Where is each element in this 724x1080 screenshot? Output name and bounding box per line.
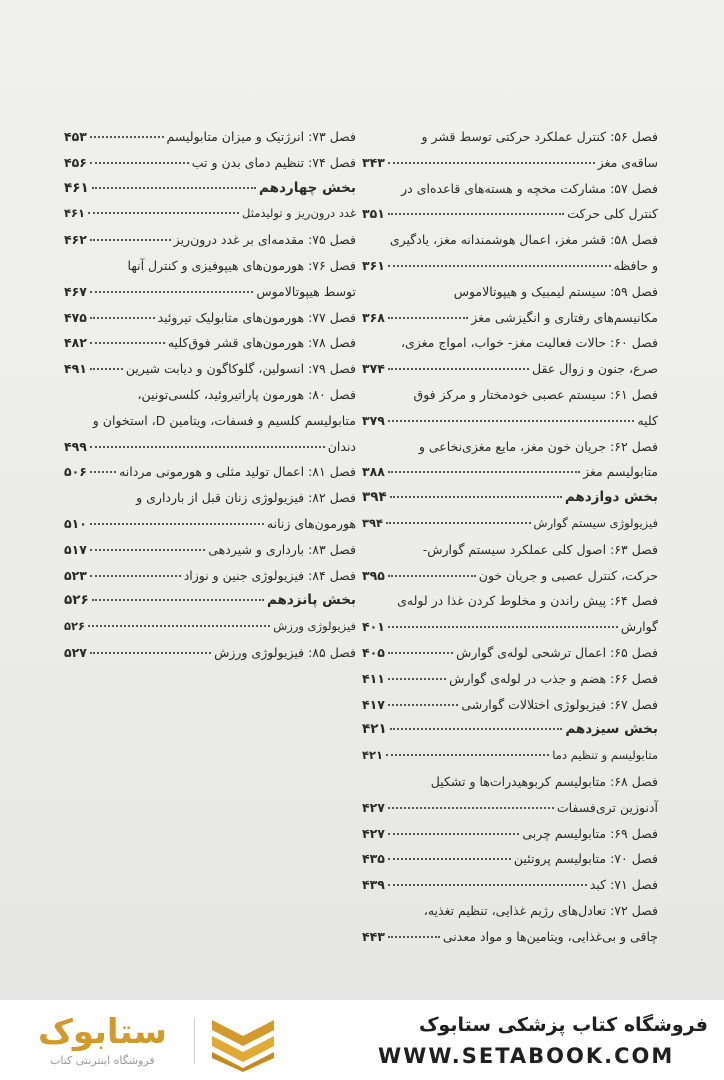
toc-entry (64, 408, 356, 434)
toc-entry (362, 330, 658, 356)
toc-entry-title: فصل ۸۰: هورمون پاراتیروئید، کلسی‌تونین، (137, 386, 356, 402)
toc-entry-title: بخش سیزدهم (565, 721, 658, 738)
dot-leader (90, 446, 325, 448)
dot-leader (90, 368, 123, 370)
dot-leader (90, 575, 181, 577)
toc-page-number: ۴۲۱ (362, 748, 384, 763)
toc-page-number: ۳۷۹ (362, 412, 385, 428)
toc-entry (64, 588, 356, 614)
toc-page-number: ۳۴۳ (362, 154, 385, 170)
dot-leader (88, 625, 270, 627)
store-url[interactable]: WWW.SETABOOK.COM (378, 1044, 675, 1068)
toc-page-number: ۴۲۷ (362, 825, 385, 841)
toc-entry-title: صرع، جنون و زوال عقل (532, 361, 658, 377)
toc-entry-title: مکانیسم‌های رفتاری و انگیزشی مغز (471, 309, 658, 325)
toc-page-number: ۳۹۴ (362, 489, 387, 506)
toc-entry-title: فصل ۸۲: فیزیولوژی زنان قبل از بارداری و (136, 490, 356, 506)
toc-entry (362, 537, 658, 563)
toc-entry-title: چاقی و بی‌غذایی، ویتامین‌ها و مواد معدنی (442, 928, 658, 944)
dot-leader (90, 291, 253, 293)
toc-entry (362, 201, 658, 227)
dot-leader (388, 626, 618, 628)
toc-entry-title: فصل ۶۲: جریان خون مغز، مایع مغزی‌نخاعی و (418, 438, 658, 454)
dot-leader (388, 575, 476, 577)
toc-entry-title: ساقه‌ی مغز (597, 154, 658, 170)
toc-entry (64, 614, 356, 640)
dot-leader (90, 523, 264, 525)
toc-entry (64, 434, 356, 460)
toc-entry-title: فصل ۶۸: متابولیسم کربوهیدرات‌ها و تشکیل (430, 773, 658, 789)
toc-entry-title: کنترل کلی حرکت (567, 206, 658, 222)
dot-leader (388, 162, 595, 164)
toc-entry (362, 717, 658, 743)
dot-leader (388, 652, 453, 654)
toc-entry (362, 795, 658, 821)
dot-leader (90, 136, 164, 138)
toc-entry-title: فصل ۷۱: کبد (589, 877, 658, 893)
toc-entry (362, 924, 658, 950)
toc-entry (64, 201, 356, 227)
toc-entry-title: کلیه (637, 412, 658, 428)
toc-entry-title: غدد درون‌ریز و تولیدمثل (242, 206, 356, 221)
toc-page-number: ۵۰۶ (64, 464, 87, 480)
dot-leader (388, 884, 587, 886)
toc-page-number: ۳۶۱ (362, 257, 385, 273)
dot-leader (90, 317, 155, 319)
toc-page-number: ۳۹۴ (362, 515, 384, 530)
toc-entry (64, 640, 356, 666)
toc-entry (362, 459, 658, 485)
toc-column-left (64, 124, 356, 666)
toc-entry (362, 640, 658, 666)
toc-page-number: ۴۰۱ (362, 619, 385, 635)
toc-entry (64, 150, 356, 176)
toc-entry (64, 563, 356, 589)
toc-entry-title: فصل ۸۱: اعمال تولید مثلی و هورمونی مردانه (119, 464, 356, 480)
toc-page-number: ۴۸۲ (64, 335, 87, 351)
toc-entry-title: فصل ۶۶: هضم و جذب در لوله‌ی گوارش (449, 670, 658, 686)
toc-entry-title: فیزیولوژی ورزش (273, 619, 356, 634)
toc-entry (362, 872, 658, 898)
toc-entry-title: فصل ۷۷: هورمون‌های متابولیک تیروئید (157, 309, 356, 325)
dot-leader (388, 807, 554, 809)
toc-entry (362, 227, 658, 253)
toc-entry (362, 614, 658, 640)
toc-page-number: ۴۵۶ (64, 154, 87, 170)
toc-entry (362, 279, 658, 305)
toc-page-number: ۴۹۱ (64, 361, 87, 377)
store-title: فروشگاه کتاب پزشکی ستابوک (418, 1014, 708, 1036)
dot-leader (388, 858, 511, 860)
dot-leader (90, 652, 211, 654)
toc-page-number: ۴۶۲ (64, 232, 87, 248)
toc-entry-title: آدنوزین تری‌فسفات (556, 799, 658, 815)
toc-entry-title: فصل ۸۴: فیزیولوژی جنین و نوزاد (183, 567, 356, 583)
dot-leader (388, 704, 458, 706)
toc-page-number: ۳۷۴ (362, 361, 385, 377)
toc-entry-title: فصل ۶۹: متابولیسم چربی (522, 825, 658, 841)
dot-leader (90, 162, 189, 164)
toc-entry (362, 485, 658, 511)
dot-leader (388, 936, 440, 938)
dot-leader (388, 317, 468, 319)
toc-entry (64, 176, 356, 202)
store-banner (0, 1000, 724, 1080)
toc-entry (64, 124, 356, 150)
dot-leader (390, 728, 563, 730)
toc-entry (362, 434, 658, 460)
dot-leader (388, 678, 446, 680)
toc-entry (64, 459, 356, 485)
chevron-stack-icon (208, 1014, 278, 1072)
dot-leader (386, 522, 530, 524)
toc-entry-title: فصل ۸۳: بارداری و شیردهی (208, 541, 356, 557)
toc-page-number: ۵۲۶ (64, 619, 86, 634)
dot-leader (388, 833, 519, 835)
toc-entry-title: فصل ۷۴: تنظیم دمای بدن و تب (191, 154, 356, 170)
toc-entry (362, 743, 658, 769)
toc-entry-title: بخش دوازدهم (564, 489, 658, 506)
toc-column-right (362, 124, 658, 950)
toc-entry-title: دندان (327, 438, 356, 454)
toc-entry (362, 305, 658, 331)
toc-entry (362, 124, 658, 150)
toc-entry-title: فیزیولوژی سیستم گوارش (533, 515, 658, 530)
dot-leader (388, 420, 635, 422)
dot-leader (92, 187, 256, 189)
toc-entry (64, 279, 356, 305)
toc-page-number: ۴۷۵ (64, 309, 87, 325)
toc-entry-title: حرکت، کنترل عصبی و جریان خون (478, 567, 658, 583)
toc-entry-title: فصل ۷۳: انرژتیک و میزان متابولیسم (166, 129, 356, 144)
toc-entry (64, 485, 356, 511)
toc-entry (362, 356, 658, 382)
toc-entry (362, 898, 658, 924)
toc-entry-title: فصل ۷۸: هورمون‌های قشر فوق‌کلیه (167, 335, 356, 351)
toc-entry-title: فصل ۶۵: اعمال ترشحی لوله‌ی گوارش (456, 644, 658, 660)
toc-entry (362, 846, 658, 872)
dot-leader (386, 754, 549, 756)
toc-entry (64, 356, 356, 382)
toc-entry (64, 382, 356, 408)
toc-page-number: ۳۵۱ (362, 206, 385, 222)
dot-leader (90, 342, 165, 344)
toc-entry-title: فصل ۷۲: تعادل‌های رژیم غذایی، تنظیم تغذیه، (423, 902, 658, 918)
dot-leader (88, 212, 239, 214)
toc-page-number: ۴۶۷ (64, 283, 87, 299)
toc-entry (362, 382, 658, 408)
toc-page-number: ۳۸۸ (362, 464, 385, 480)
toc-entry (362, 408, 658, 434)
toc-entry-title: فصل ۶۳: اصول کلی عملکرد سیستم گوارش- (422, 541, 658, 557)
toc-page-number: ۴۹۹ (64, 438, 87, 454)
toc-page-number: ۳۶۸ (362, 309, 385, 325)
toc-entry (64, 511, 356, 537)
toc-entry-title: متابولیسم مغز (583, 464, 658, 480)
toc-entry (362, 150, 658, 176)
toc-entry-title: فصل ۷۵: مقدمه‌ای بر غدد درون‌ریز (173, 232, 356, 248)
toc-entry (362, 769, 658, 795)
toc-entry-title: فصل ۵۸: قشر مغز، اعمال هوشمندانه مغز، یادگیری (389, 232, 658, 248)
toc-entry-title: فصل ۵۷: مشارکت مخچه و هسته‌های قاعده‌ای در (401, 180, 658, 196)
toc-entry (64, 227, 356, 253)
toc-entry-title: بخش چهاردهم (259, 179, 356, 196)
toc-entry (362, 588, 658, 614)
dot-leader (90, 549, 205, 551)
toc-entry-title: فصل ۷۹: انسولین، گلوکاگون و دیابت شیرین (125, 361, 356, 377)
dot-leader (388, 213, 564, 215)
toc-page-number: ۴۶۱ (64, 206, 86, 221)
toc-page-number: ۴۲۷ (362, 799, 385, 815)
toc-page-number: ۴۳۹ (362, 877, 385, 893)
toc-entry (64, 537, 356, 563)
toc-entry-title: و حافظه (613, 257, 658, 273)
dot-leader (90, 239, 171, 241)
toc-entry (64, 253, 356, 279)
dot-leader (390, 496, 562, 498)
logo-divider (194, 1018, 195, 1064)
dot-leader (90, 471, 116, 473)
toc-page-number: ۵۱۰ (64, 515, 87, 531)
dot-leader (388, 265, 611, 267)
toc-page-number: ۴۱۱ (362, 670, 385, 686)
toc-page-number: ۵۱۷ (64, 541, 87, 557)
toc-entry (362, 511, 658, 537)
toc-entry-title: متابولیسم کلسیم و فسفات، ویتامین D، استخوان و (92, 412, 356, 428)
dot-leader (92, 599, 264, 601)
store-logo (36, 1008, 286, 1074)
toc-page-number: ۴۴۳ (362, 928, 385, 944)
toc-entry (362, 666, 658, 692)
toc-entry (64, 305, 356, 331)
toc-page-number: ۴۳۵ (362, 851, 385, 867)
toc-page-number: ۵۲۷ (64, 644, 87, 660)
toc-page-number: ۴۲۱ (362, 721, 387, 738)
toc-page-number: ۴۶۱ (64, 179, 89, 196)
toc-entry (362, 692, 658, 718)
toc-entry-title: متابولیسم و تنظیم دما (552, 748, 658, 763)
toc-entry-title: بخش پانزدهم (266, 592, 356, 609)
toc-entry-title: فصل ۵۶: کنترل عملکرد حرکتی توسط قشر و (421, 129, 658, 144)
toc-entry (362, 253, 658, 279)
toc-entry-title: فصل ۸۵: فیزیولوژی ورزش (214, 644, 356, 660)
toc-page-number: ۴۱۷ (362, 696, 385, 712)
logo-subtitle: فروشگاه اینترنتی کتاب (50, 1054, 155, 1067)
toc-entry-title: فصل ۷۶: هورمون‌های هیپوفیزی و کنترل آنها (127, 257, 356, 273)
toc-page-number: ۴۰۵ (362, 644, 385, 660)
toc-entry-title: گوارش (620, 619, 658, 635)
toc-page-number: ۳۹۵ (362, 567, 385, 583)
toc-entry-title: فصل ۶۴: پیش راندن و مخلوط کردن غذا در لوله‌ی (397, 593, 658, 609)
toc-entry-title: فصل ۶۰: حالات فعالیت مغز- خواب، امواج مغزی، (400, 335, 658, 351)
toc-page-number: ۵۲۳ (64, 567, 87, 583)
toc-entry-title: فصل ۶۷: فیزیولوژی اختلالات گوارشی (461, 696, 658, 712)
dot-leader (388, 471, 580, 473)
toc-entry-title: هورمون‌های زنانه (266, 515, 356, 531)
toc-entry-title: فصل ۷۰: متابولیسم پروتئین (513, 851, 658, 867)
dot-leader (388, 368, 529, 370)
logo-text: ستابوک (38, 1012, 167, 1052)
toc-entry-title: توسط هیپوتالاموس (256, 283, 356, 299)
toc-entry (362, 821, 658, 847)
toc-entry (362, 563, 658, 589)
toc-page-number: ۵۲۶ (64, 592, 89, 609)
toc-entry (362, 176, 658, 202)
toc-entry-title: فصل ۵۹: سیستم لیمبیک و هیپوتالاموس (453, 283, 658, 299)
toc-entry (64, 330, 356, 356)
toc-entry-title: فصل ۶۱: سیستم عصبی خودمختار و مرکز فوق (413, 386, 658, 402)
toc-page-number: ۴۵۳ (64, 129, 87, 144)
